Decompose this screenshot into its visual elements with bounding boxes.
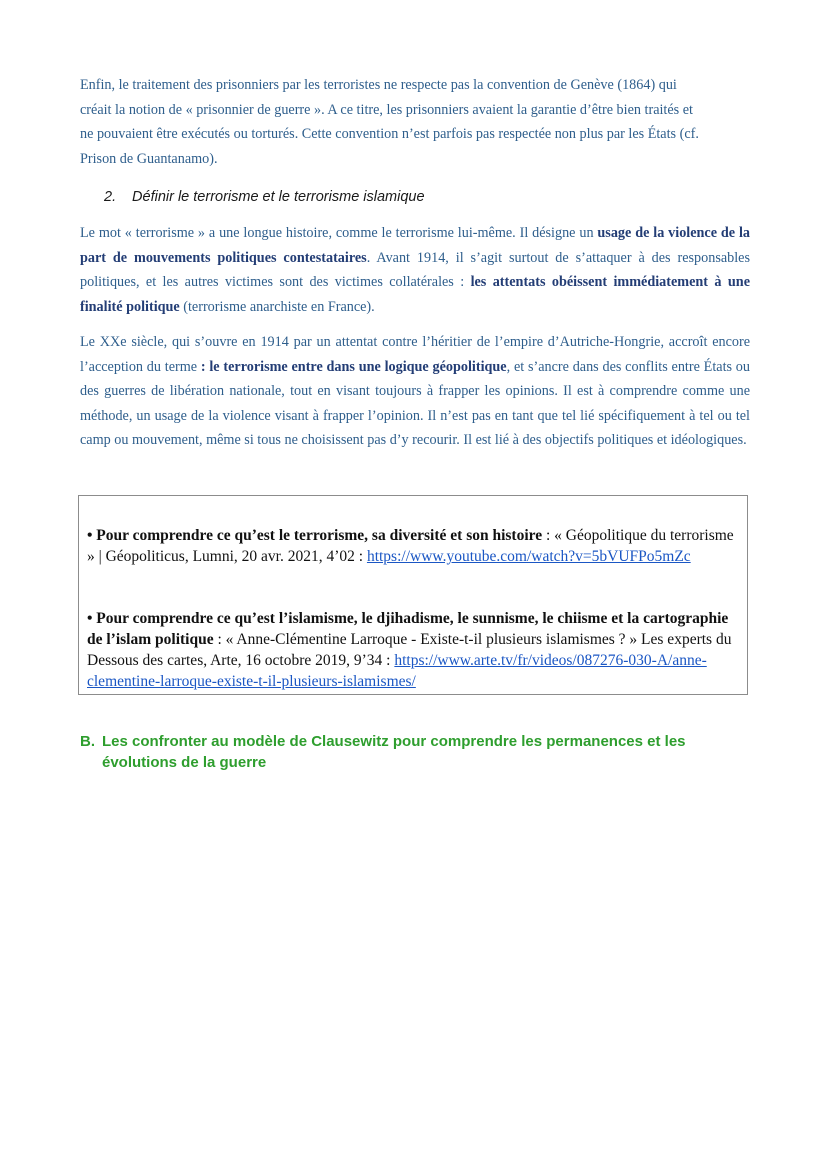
arte-link[interactable]: https://www.arte.tv/fr/videos/087276-030-A/anne-clementine-larroque-existe-t-il-plusieurs-islamismes/ — [87, 652, 707, 690]
text-line: créait la notion de « prisonnier de guerre ». A ce titre, les prisonniers avaient la garantie d’être bien traités et — [80, 101, 693, 118]
text-run: (terrorisme anarchiste en France). — [179, 298, 375, 315]
section-number: B. — [80, 733, 95, 750]
resource-title: • Pour comprendre ce qu’est l’islamisme, le djihadisme, le sunnisme, le chiisme et la cartographie de l’islam politique — [87, 610, 729, 648]
resource-item-terrorism — [87, 525, 737, 567]
bold-run: les attentats obéissent immédiatement à une finalité politique — [80, 274, 750, 315]
text-run: Le mot « terrorisme » a une longue histoire, comme le terrorisme lui-même. Il désigne un — [80, 225, 598, 241]
text-run: Le XXe siècle, qui s’ouvre en 1914 par un attentat contre l’héritier de l’empire d’Autriche-Hongrie, accroît encore l’acception du terme — [80, 334, 750, 375]
subheading-define-terrorism — [104, 189, 425, 205]
subheading-number: 2. — [104, 189, 117, 205]
resource-description: : « Anne-Clémentine Larroque - Existe-t-il plusieurs islamismes ? » Les experts du Dessous des cartes, Arte, 16 octobre 2019, 9’34 : — [87, 631, 732, 669]
paragraph-terrorism-definition — [80, 221, 750, 319]
subheading-text: Définir le terrorisme et le terrorisme islamique — [132, 189, 425, 205]
resource-item-islamism — [87, 608, 737, 692]
resource-title: • Pour comprendre ce qu’est le terrorisme, sa diversité et son histoire — [87, 527, 543, 544]
paragraph-prisoners — [80, 73, 750, 171]
text-line: Enfin, le traitement des prisonniers par les terroristes ne respecte pas la convention de Genève (1864) qui — [80, 77, 677, 93]
resources-box — [78, 495, 748, 695]
section-title-line2: évolutions de la guerre — [102, 754, 267, 771]
text-line: Prison de Guantanamo). — [80, 150, 218, 167]
text-line: ne pouvaient être exécutés ou torturés. Cette convention n’est parfois pas respectée non plus par les États (cf. — [80, 126, 699, 142]
resource-description: : « Géopolitique du terrorisme » | Géopoliticus, Lumni, 20 avr. 2021, 4’02 : — [87, 527, 734, 565]
bold-run: usage de la violence de la part de mouvements politiques contestataires — [80, 225, 750, 266]
text-run: , et s’ancre dans des conflits entre États ou des guerres de libération nationale, tout en visant toujours à frapper les opinions. Il est à comprendre comme une méthode, un usage de la violence visant à frapper l’opinion. Il n’est pas en tant que tel lié spécifiquement à tel ou tel camp ou mouvement, même si tous ne choisissent pas d’y recourir. Il est lié à des objectifs politiques et idéologiques. — [80, 358, 750, 448]
text-run: . Avant 1914, il s’agit surtout de s’attaquer à des responsables politiques, et les autres victimes sont des victimes collatérales : — [80, 249, 750, 290]
paragraph-twentieth-century — [80, 330, 750, 453]
bold-run: : le terrorisme entre dans une logique géopolitique — [200, 358, 507, 375]
section-title-line1: Les confronter au modèle de Clausewitz pour comprendre les permanences et les — [102, 733, 686, 750]
section-heading-b — [80, 731, 740, 773]
youtube-link[interactable]: https://www.youtube.com/watch?v=5bVUFPo5mZc — [366, 548, 691, 565]
